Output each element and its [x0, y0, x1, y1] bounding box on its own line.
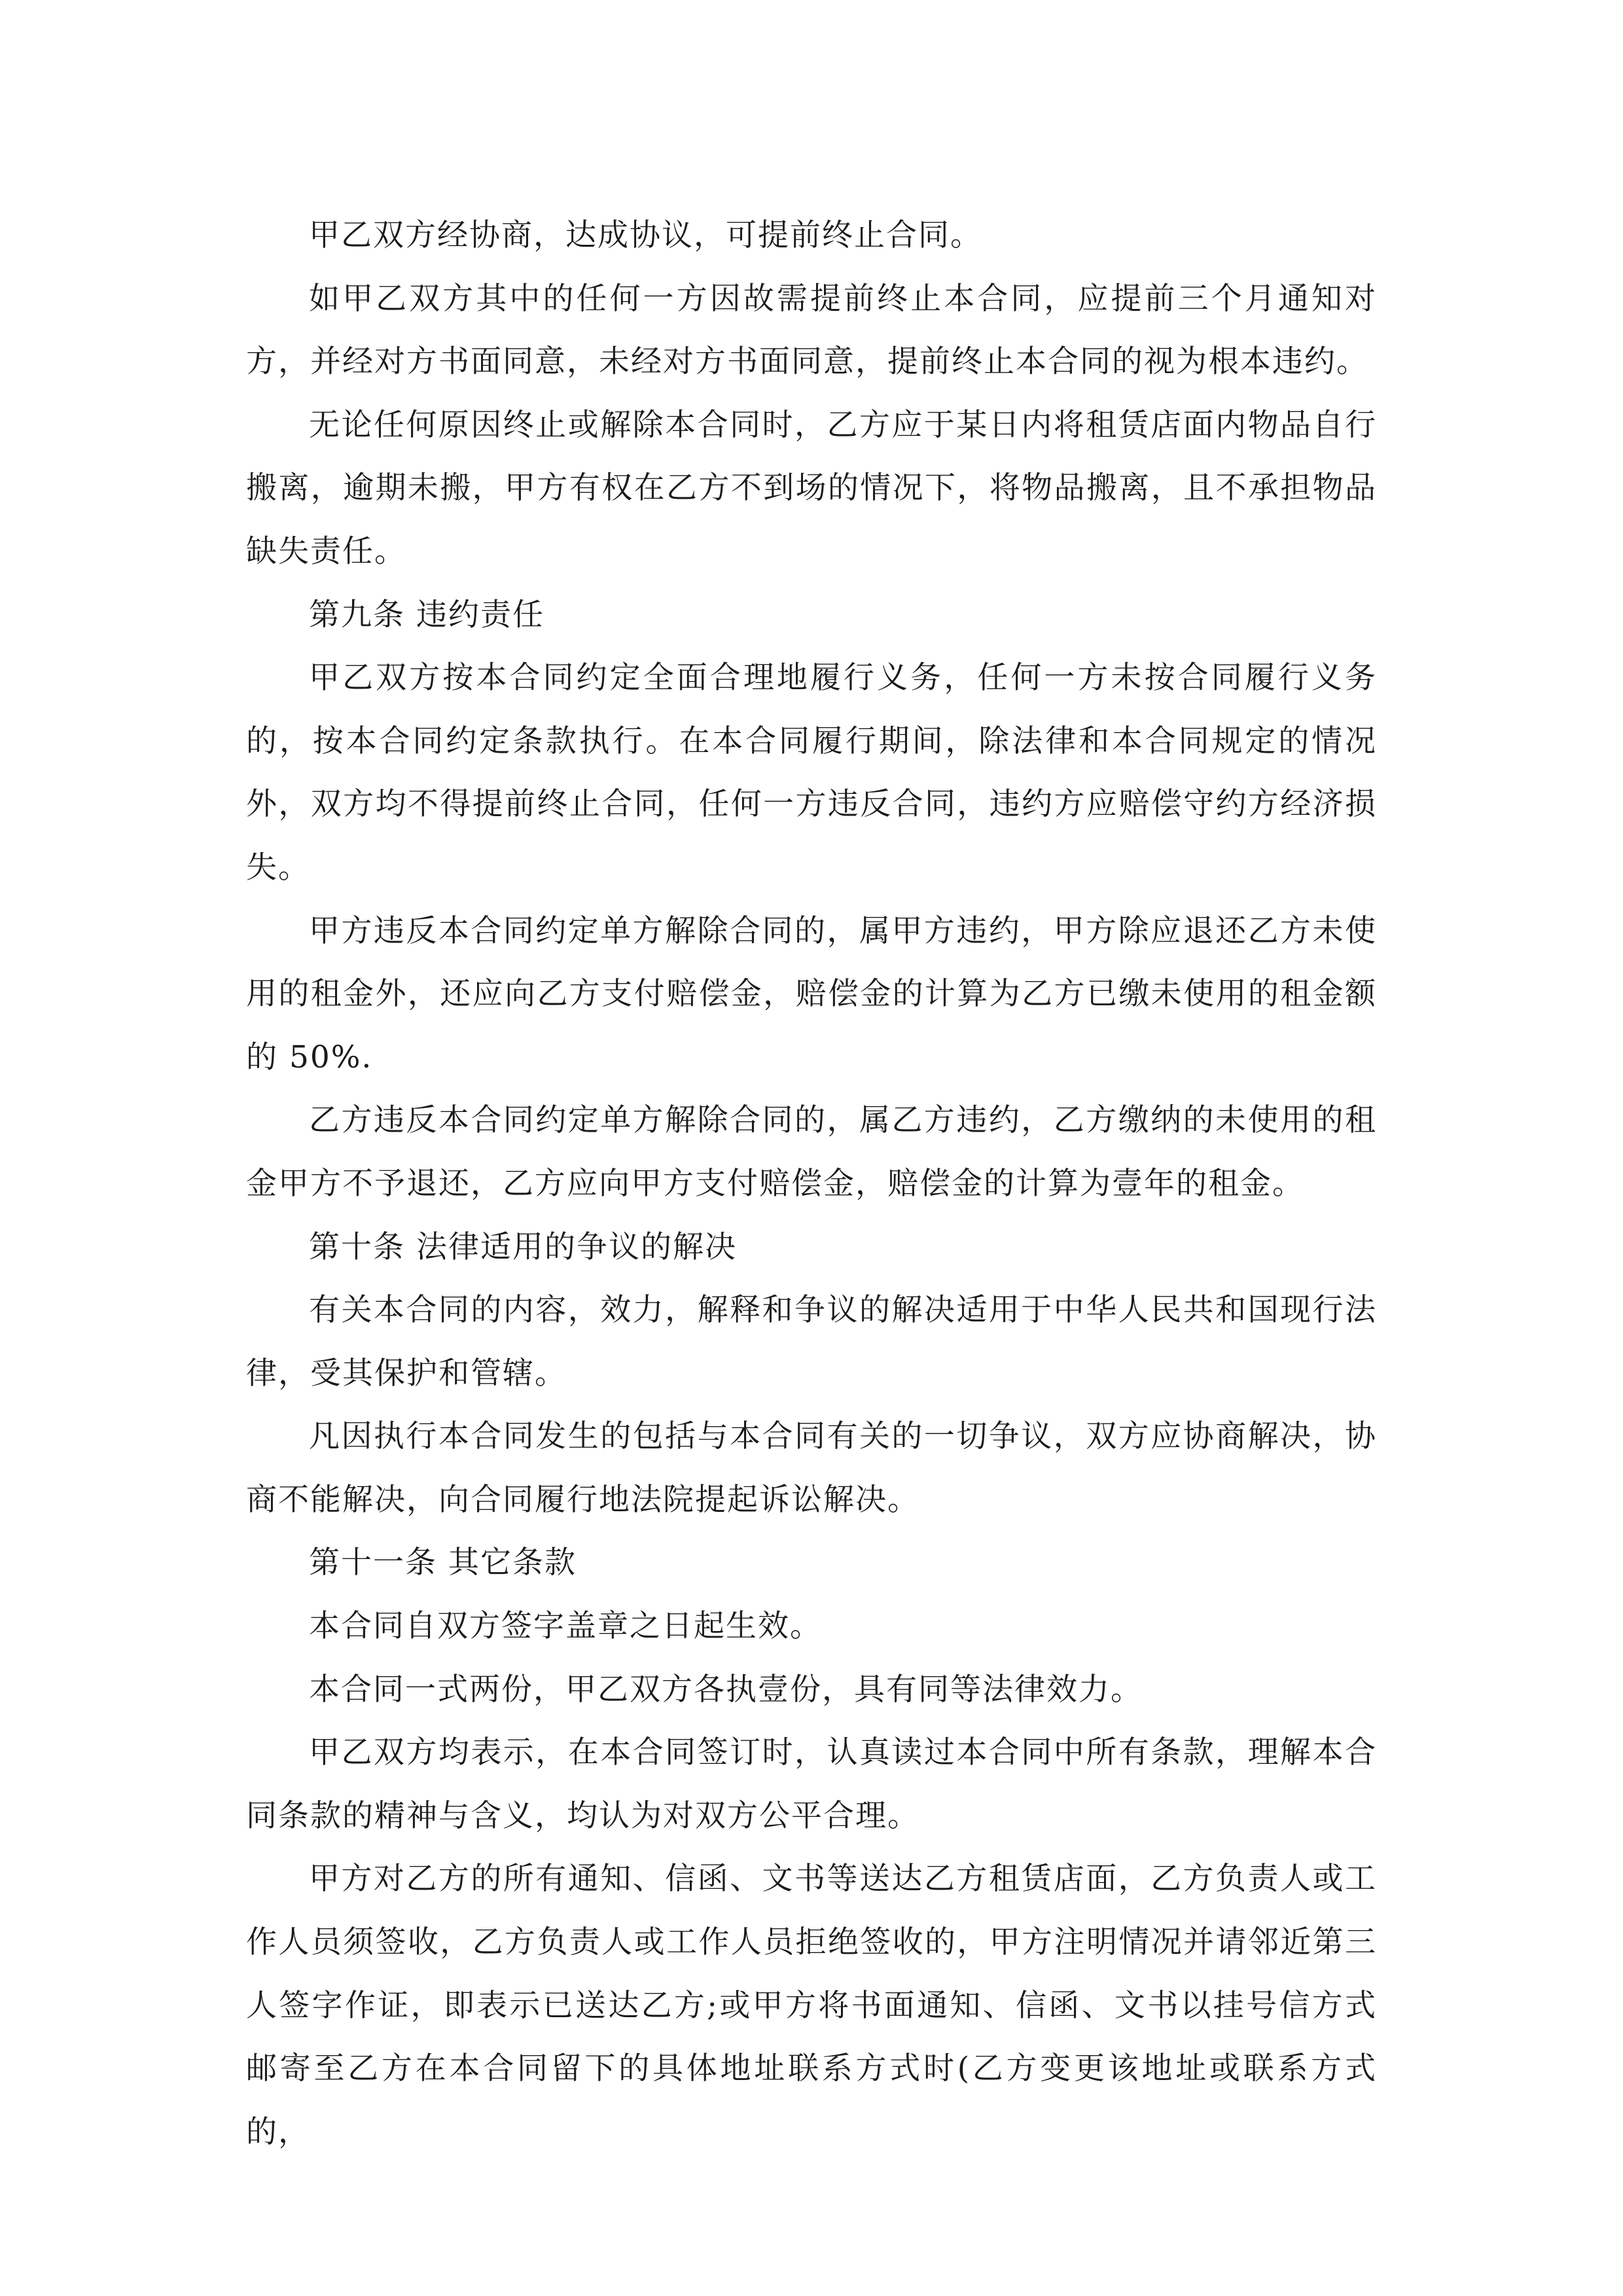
paragraph-fairness: 甲乙双方均表示，在本合同签订时，认真读过本合同中所有条款，理解本合同条款的精神与含义，均认为对双方公平合理。: [246, 1734, 1377, 1834]
contract-body: [246, 204, 1377, 2164]
paragraph-early-termination-agreement: 甲乙双方经协商，达成协议，可提前终止合同。: [309, 217, 982, 253]
paragraph-party-b-breach: 乙方违反本合同约定单方解除合同的，属乙方违约，乙方缴纳的未使用的租金甲方不予退还，乙方应向甲方支付赔偿金，赔偿金的计算为壹年的租金。: [246, 1102, 1377, 1202]
paragraph-party-a-breach: 甲方违反本合同约定单方解除合同的，属甲方违约，甲方除应退还乙方未使用的租金外，还应向乙方支付赔偿金，赔偿金的计算为乙方已缴未使用的租金额的 50%.: [246, 912, 1377, 1075]
paragraph-early-termination-notice: 如甲乙双方其中的任何一方因故需提前终止本合同，应提前三个月通知对方，并经对方书面同意，未经对方书面同意，提前终止本合同的视为根本违约。: [246, 280, 1377, 380]
heading-article-10: 第十条 法律适用的争议的解决: [309, 1229, 737, 1265]
paragraph-obligations: 甲乙双方按本合同约定全面合理地履行义务，任何一方未按合同履行义务的，按本合同约定条款执行。在本合同履行期间，除法律和本合同规定的情况外，双方均不得提前终止合同，任何一方违反合同，违约方应赔偿守约方经济损失。: [246, 660, 1377, 886]
paragraph-applicable-law: 有关本合同的内容，效力，解释和争议的解决适用于中华人民共和国现行法律，受其保护和管辖。: [246, 1292, 1377, 1391]
paragraph-removal-of-goods: 无论任何原因终止或解除本合同时，乙方应于某日内将租赁店面内物品自行搬离，逾期未搬，甲方有权在乙方不到场的情况下，将物品搬离，且不承担物品缺失责任。: [246, 406, 1377, 569]
heading-article-11: 第十一条 其它条款: [309, 1545, 577, 1581]
paragraph-copies: 本合同一式两份，甲乙双方各执壹份，具有同等法律效力。: [309, 1671, 1143, 1708]
heading-article-9: 第九条 违约责任: [309, 596, 544, 633]
paragraph-dispute-resolution: 凡因执行本合同发生的包括与本合同有关的一切争议，双方应协商解决，协商不能解决，向合同履行地法院提起诉讼解决。: [246, 1418, 1377, 1518]
paragraph-notices: 甲方对乙方的所有通知、信函、文书等送达乙方租赁店面，乙方负责人或工作人员须签收，乙方负责人或工作人员拒绝签收的，甲方注明情况并请邻近第三人签字作证，即表示已送达乙方;或甲方将书面通知、信函、文书以挂号信方式邮寄至乙方在本合同留下的具体地址联系方式时(乙方变更该地址或联系方式的，: [246, 1861, 1377, 2150]
paragraph-effective-date: 本合同自双方签字盖章之日起生效。: [309, 1608, 822, 1645]
